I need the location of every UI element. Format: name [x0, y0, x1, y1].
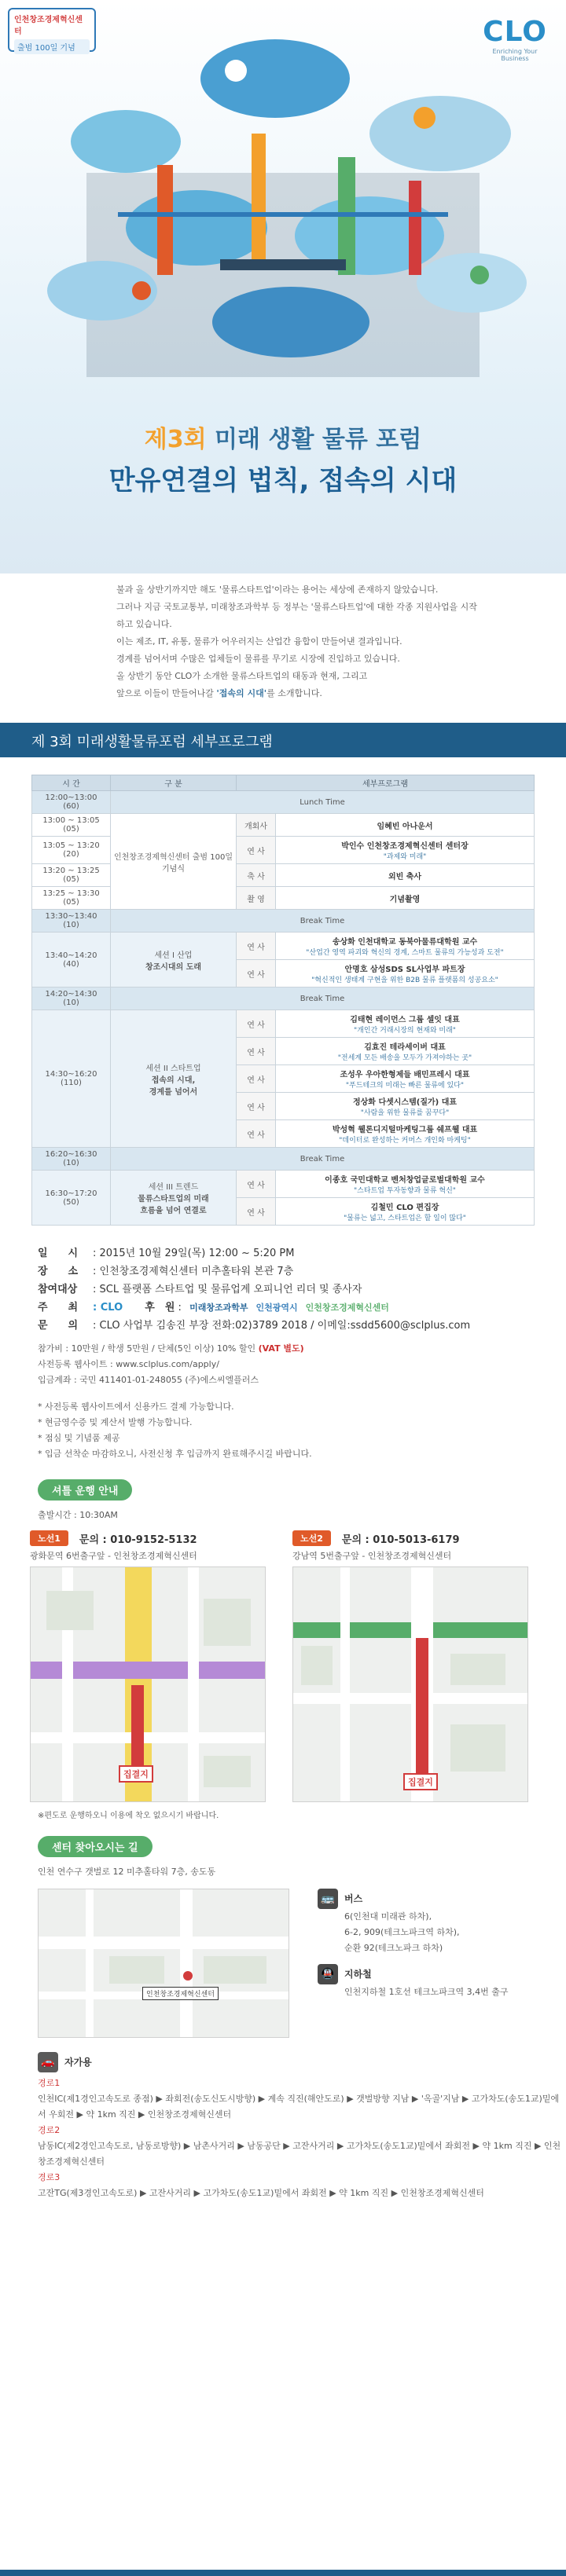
speaker-cell	[276, 1093, 535, 1120]
route-desc: 강남역 5번출구앞 - 인천창조경제혁신센터	[292, 1551, 452, 1561]
route-phone: 문의 : 010-5013-6179	[341, 1534, 460, 1546]
speaker-cell	[276, 1171, 535, 1198]
logo-text: CLO	[483, 16, 547, 48]
shuttle-title: 셔틀 운행 안내	[38, 1479, 132, 1501]
hero-banner	[0, 0, 566, 409]
shuttle-time: 출발시간 : 10:30AM	[38, 1510, 118, 1520]
intro-end: 를 소개합니다.	[266, 688, 322, 698]
time-text: 13:40~14:20	[45, 951, 97, 960]
time-text: 13:30~13:40	[45, 912, 97, 921]
th-detail: 세부프로그램	[237, 775, 535, 791]
session-title	[111, 1171, 237, 1226]
route-1-map	[30, 1566, 266, 1802]
time-cell	[32, 791, 111, 814]
anniversary-badge	[8, 8, 96, 52]
intro-line: 불과 올 상반기까지만 해도 '물류스타트업'이라는 용어는 세상에 존재하지 않았습니다.	[116, 584, 439, 595]
time-text: 12:00~13:00	[45, 793, 97, 802]
time-text: 16:30~17:20	[45, 1189, 97, 1198]
shuttle-note: ※편도로 운행하오니 이용에 착오 없으시기 바랍니다.	[38, 1812, 219, 1820]
session-label: 세션 I 산업	[154, 951, 193, 960]
speaker-cell	[276, 1120, 535, 1148]
speaker-name: 외빈 축사	[388, 872, 422, 881]
pickup-label: 집결지	[119, 1765, 153, 1783]
table-row-break	[32, 910, 535, 933]
shuttle-routes	[0, 1521, 566, 1802]
th-category: 구 분	[111, 775, 237, 791]
time-text: 13:20 ~ 13:25	[42, 867, 100, 875]
car-route-path: 고잔TG(제3경인고속도로) ▶ 고잔사거리 ▶ 고가차도(송도1교)밑에서 좌회전 ▶ 약 1km 직진 ▶ 인천창조경제혁신센터	[38, 2188, 484, 2198]
lunch-cell: Lunch Time	[111, 791, 535, 814]
role-cell: 축 사	[237, 864, 276, 887]
bank-account: 입금계좌 : 국민 411401-01-248055 (주)에스씨엘플러스	[38, 1375, 259, 1385]
duration-text: (10)	[63, 999, 79, 1007]
detail-key: 문 의	[38, 1320, 79, 1332]
clo-logo	[480, 16, 550, 62]
detail-value: : CLO	[93, 1302, 123, 1314]
fee-info	[0, 1335, 566, 1388]
bus-lines	[318, 1909, 514, 1956]
break-cell: Break Time	[111, 910, 535, 933]
time-cell	[32, 864, 111, 887]
intro-emphasis: '접속의 시대'	[216, 688, 267, 698]
session-label: 세션 II 스타트업	[145, 1064, 201, 1073]
speaker-name: 임혜빈 아나운서	[377, 822, 433, 831]
title-edition: 제3회	[144, 426, 207, 453]
break-cell: Break Time	[111, 988, 535, 1010]
note-item: * 사전등록 웹사이트에서 신용카드 결제 가능합니다.	[38, 1402, 234, 1412]
duration-text: (10)	[63, 1159, 79, 1167]
time-cell	[32, 814, 111, 837]
speaker-cell	[276, 1198, 535, 1226]
detail-key: 참여대상	[38, 1284, 78, 1295]
duration-text: (05)	[63, 825, 79, 834]
session-title	[111, 933, 237, 988]
duration-text: (60)	[63, 802, 79, 811]
subway-title: 지하철	[344, 1969, 372, 1980]
bus-header	[318, 1889, 514, 1909]
location-block	[0, 1878, 566, 2038]
bus-title: 버스	[344, 1893, 363, 1904]
intro-line: 경계를 넘어서며 수많은 업체들이 물류를 무기로 시장에 진입하고 있습니다.	[116, 654, 400, 664]
role-cell: 연 사	[237, 1065, 276, 1093]
route-2-map	[292, 1566, 528, 1802]
th-time: 시 간	[32, 775, 111, 791]
sponsor-logos	[189, 1299, 389, 1317]
badge-org: 인천창조경제혁신센터	[14, 16, 83, 36]
detail-date	[38, 1244, 566, 1262]
program-section-header: 제 3회 미래생활물류포럼 세부프로그램	[0, 723, 566, 757]
directions-section	[0, 1820, 566, 1878]
speaker-name: 안명호 삼성SDS SL사업부 파트장	[344, 966, 465, 974]
talk-title: "개인간 거래시장의 현재와 미래"	[354, 1027, 456, 1035]
detail-key: 일 시	[38, 1248, 79, 1259]
car-route-label: 경로3	[38, 2172, 61, 2182]
subway-header	[318, 1964, 514, 1984]
role-cell: 촬 영	[237, 887, 276, 910]
title-name: 미래 생활 물류 포럼	[206, 426, 422, 453]
route-2	[292, 1530, 528, 1802]
bus-line: 순환 92(테크노파크 하차)	[344, 1943, 443, 1953]
sponsor-msip: 미래창조과학부	[189, 1303, 248, 1313]
opening-block: 인천창조경제혁신센터 출범 100일 기념식	[111, 814, 237, 910]
talk-title: "산업간 영역 파괴와 혁신의 경계, 스마트 물류의 가능성과 도전"	[306, 949, 504, 957]
table-row	[32, 887, 535, 910]
time-text: 13:00 ~ 13:05	[42, 816, 100, 825]
pickup-label: 집결지	[403, 1773, 438, 1790]
session-name: 창조시대의 도래	[145, 962, 202, 972]
detail-key: 주 최	[38, 1302, 79, 1314]
talk-title: "스타트업 투자동향과 물류 혁신"	[354, 1187, 456, 1195]
car-route-path: 남동IC(제2경인고속도로, 남동로방향) ▶ 남촌사거리 ▶ 남동공단 ▶ 고잔사거리 ▶ 고가차도(송도1교)밑에서 좌회전 ▶ 약 1km 직진 ▶ 인천창조경제혁신센터	[38, 2141, 561, 2167]
speaker-name: 송상화 인천대학교 동북아물류대학원 교수	[332, 938, 478, 947]
car-route-path: 인천IC(제1경인고속도로 종점) ▶ 좌회전(송도신도시방향) ▶ 계속 직진(해안도로) ▶ 갯벌방향 지남 ▶ '옥골'지남 ▶ 고가차도(송도1교)밑에서 우회전 ▶ 약 1km 직진 ▶ 인천창조경제혁신센터	[38, 2094, 560, 2120]
location-map-graphic	[39, 1889, 289, 2037]
role-cell: 개회사	[237, 814, 276, 837]
role-cell: 연 사	[237, 1038, 276, 1065]
detail-key: 장 소	[38, 1266, 79, 1277]
note-item: * 현금영수증 및 계산서 발행 가능합니다.	[38, 1417, 193, 1427]
fee-text: 참가비 : 10만원 / 학생 5만원 / 단체(5인 이상) 10% 할인	[38, 1343, 256, 1354]
break-cell: Break Time	[111, 1148, 535, 1171]
talk-title: "물류는 넓고, 스타트업은 할 일이 많다"	[344, 1215, 466, 1222]
role-cell: 연 사	[237, 960, 276, 988]
time-text: 14:20~14:30	[45, 990, 97, 999]
time-text: 16:20~16:30	[45, 1150, 97, 1159]
badge-event: 출범 100일 기념	[14, 39, 90, 54]
detail-value: : 인천창조경제혁신센터 미추홀타워 본관 7층	[93, 1266, 294, 1277]
car-directions	[0, 2038, 566, 2201]
program-table	[31, 775, 535, 1226]
session-name: 흐름을 넘어 연결로	[140, 1207, 207, 1215]
time-cell	[32, 1171, 111, 1226]
duration-text: (110)	[61, 1079, 82, 1087]
talk-title: "과제와 미래"	[383, 853, 427, 861]
vat-note: (VAT 별도)	[258, 1343, 304, 1354]
register-link[interactable]: 사전등록 웹사이트 : www.sclplus.com/apply/	[38, 1359, 219, 1369]
speaker-name: 기념촬영	[389, 895, 421, 904]
route-head	[292, 1530, 528, 1546]
fee-line	[38, 1341, 566, 1357]
car-route-label: 경로1	[38, 2078, 61, 2088]
note-item: * 입금 선착순 마감하오니, 사전신청 후 입금까지 완료해주시길 바랍니다.	[38, 1449, 312, 1459]
detail-place	[38, 1262, 566, 1281]
car-title: 자가용	[64, 2057, 92, 2068]
bus-icon: 🚌	[318, 1889, 338, 1909]
talk-title: "혁신적인 생태계 구현을 위한 B2B 물류 플랫폼의 성공요소"	[311, 977, 498, 984]
session-title	[111, 1010, 237, 1148]
duration-text: (10)	[63, 921, 79, 929]
cloud-logistics-illustration	[0, 24, 566, 401]
talk-title: "사람을 위한 물류를 꿈꾸다"	[360, 1109, 450, 1117]
session-name: 접속의 시대,	[151, 1075, 196, 1085]
table-row	[32, 864, 535, 887]
detail-target	[38, 1281, 566, 1299]
role-cell: 연 사	[237, 1120, 276, 1148]
speaker-name: 조성우 우아한형제들 배민프레시 대표	[340, 1071, 470, 1079]
intro-line: 올 상반기 동안 CLO가 소개한 물류스타트업의 태동과 현재, 그리고	[116, 671, 368, 681]
directions-title: 센터 찾아오시는 길	[38, 1836, 153, 1857]
sponsor-incheon: 인천광역시	[255, 1303, 298, 1313]
table-row-lunch	[32, 791, 535, 814]
speaker-cell	[276, 1038, 535, 1065]
session-name: 물류스타트업의 미래	[138, 1195, 209, 1204]
notes-list	[0, 1388, 566, 1462]
role-cell: 연 사	[237, 1198, 276, 1226]
duration-text: (05)	[63, 898, 79, 907]
bus-line: 6-2, 909(테크노파크역 하차),	[344, 1927, 460, 1937]
time-cell	[32, 1148, 111, 1171]
location-map[interactable]	[38, 1889, 289, 2038]
duration-text: (40)	[63, 959, 79, 969]
speaker-name: 정상화 다셋시스템(질가) 대표	[352, 1098, 458, 1107]
talk-title: "데이터로 완성하는 커머스 개인화 마케팅"	[339, 1137, 471, 1145]
route-head	[30, 1530, 266, 1546]
time-cell	[32, 933, 111, 988]
subway-icon: 🚇	[318, 1964, 338, 1984]
title-line1	[0, 420, 566, 454]
speaker-cell	[276, 814, 535, 837]
intro-text	[0, 573, 566, 723]
logo-tagline: Enriching Your Business	[492, 48, 538, 62]
speaker-name: 박인수 인천창조경제혁신센터 센터장	[341, 842, 469, 851]
detail-value: : SCL 플랫폼 스타트업 및 물류업계 오피니언 리더 및 종사자	[93, 1284, 362, 1295]
table-row	[32, 814, 535, 837]
detail-value: : 2015년 10월 29일(목) 12:00 ~ 5:20 PM	[93, 1248, 295, 1259]
role-cell: 연 사	[237, 933, 276, 960]
time-cell	[32, 988, 111, 1010]
bottom-bar	[0, 2570, 566, 2576]
speaker-name: 김태현 레이먼스 그룹 셀잇 대표	[350, 1016, 460, 1024]
duration-text: (50)	[63, 1197, 79, 1207]
shuttle-section	[0, 1462, 566, 1521]
speaker-cell	[276, 960, 535, 988]
table-header-row	[32, 775, 535, 791]
speaker-cell	[276, 933, 535, 960]
detail-key: 후 원	[145, 1302, 175, 1314]
time-cell	[32, 910, 111, 933]
speaker-cell	[276, 887, 535, 910]
center-address: 인천 연수구 갯벌로 12 미추홀타워 7층, 송도동	[38, 1867, 216, 1877]
transit-info	[318, 1889, 514, 2038]
table-row	[32, 1010, 535, 1038]
forum-title	[0, 409, 566, 573]
table-row	[32, 933, 535, 960]
session-name: 경계를 넘어서	[149, 1087, 198, 1097]
bus-line: 6(인천대 미래관 하차),	[344, 1911, 432, 1922]
role-cell: 연 사	[237, 1010, 276, 1038]
title-line2: 만유연결의 법칙, 접속의 시대	[108, 465, 458, 497]
role-cell: 연 사	[237, 1093, 276, 1120]
car-icon: 🚗	[38, 2052, 58, 2072]
intro-line: 그러나 지금 국토교통부, 미래창조과학부 등 정부는 '물류스타트업'에 대한 각종 지원사업을 시작하고 있습니다.	[116, 602, 477, 629]
speaker-cell	[276, 1010, 535, 1038]
intro-line	[116, 685, 480, 702]
speaker-name: 김철민 CLO 편집장	[370, 1204, 439, 1212]
talk-title: "푸드테크의 미래는 빠른 물류에 있다"	[345, 1082, 465, 1090]
talk-title: "전세계 모든 배송을 모두가 가져야하는 곳"	[337, 1054, 472, 1062]
role-cell: 연 사	[237, 837, 276, 864]
role-cell: 연 사	[237, 1171, 276, 1198]
speaker-name: 이종호 국민대학교 벤처창업글로벌대학원 교수	[325, 1176, 485, 1185]
time-text: 13:05 ~ 13:20	[42, 841, 100, 850]
route-phone: 문의 : 010-9152-5132	[79, 1534, 197, 1546]
time-text: 14:30~16:20	[45, 1070, 97, 1079]
route-1	[30, 1530, 266, 1802]
route-tag: 노선2	[292, 1530, 331, 1546]
map-graphic	[293, 1567, 527, 1801]
table-row	[32, 837, 535, 864]
car-header	[38, 2052, 566, 2072]
intro-line: 이는 제조, IT, 유통, 물류가 어우러지는 산업간 융합이 만들어낸 결과입니다.	[116, 636, 402, 647]
detail-contact	[38, 1317, 566, 1335]
speaker-name: 김효진 테라세이버 대표	[364, 1043, 446, 1052]
duration-text: (05)	[63, 875, 79, 884]
time-cell	[32, 887, 111, 910]
speaker-name: 박성혁 웰론디지털마케팅그룹 쉐프웰 대표	[332, 1126, 478, 1134]
speaker-cell	[276, 837, 535, 864]
speaker-cell	[276, 1065, 535, 1093]
speaker-cell	[276, 864, 535, 887]
event-details	[0, 1226, 566, 1335]
detail-host: 주 최 : CLO 후 원 : 미래창조과학부 인천광역시 인천창조경제혁신센터	[38, 1299, 566, 1317]
table-row-break	[32, 988, 535, 1010]
duration-text: (20)	[63, 850, 79, 859]
table-row-break	[32, 1148, 535, 1171]
time-cell	[32, 1010, 111, 1148]
detail-value: : CLO 사업부 김송진 부장 전화:02)3789 2018 / 이메일:ssdd5600@sclplus.com	[93, 1320, 471, 1332]
table-row	[32, 1171, 535, 1198]
route-tag: 노선1	[30, 1530, 68, 1546]
route-desc: 광화문역 6번출구앞 - 인천창조경제혁신센터	[30, 1551, 197, 1561]
time-cell	[32, 837, 111, 864]
time-text: 13:25 ~ 13:30	[42, 889, 100, 898]
subway-line: 인천지하철 1호선 테크노파크역 3,4번 출구	[344, 1987, 509, 1997]
sponsor-ccei: 인천창조경제혁신센터	[305, 1303, 389, 1313]
session-label: 세션 III 트렌드	[148, 1183, 199, 1192]
intro-line-text: 앞으로 이들이 만들어나갈	[116, 688, 214, 698]
note-item: * 점심 및 기념품 제공	[38, 1433, 120, 1443]
car-route-label: 경로2	[38, 2125, 61, 2135]
map-center-label: 인천창조경제혁신센터	[142, 1987, 219, 2000]
